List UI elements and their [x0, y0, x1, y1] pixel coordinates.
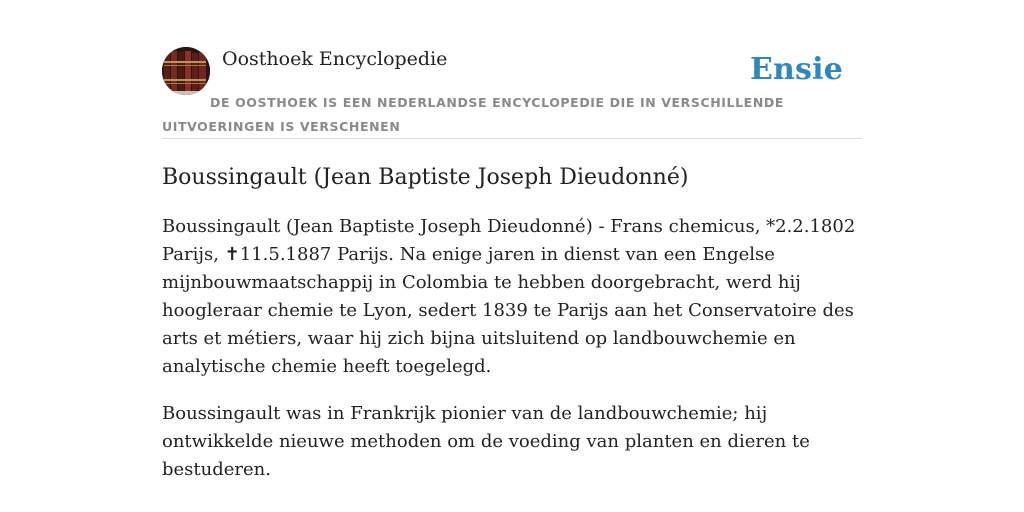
article-paragraph: Boussingault was in Frankrijk pionier van de landbouwchemie; hij ontwikkelde nieuwe methoden om de voeding van planten en dieren te bestuderen.	[162, 403, 810, 480]
book-spines-icon[interactable]	[162, 47, 210, 95]
site-name[interactable]: Oosthoek Encyclopedie	[222, 48, 448, 70]
article-title: Boussingault (Jean Baptiste Joseph Dieudonné)	[162, 165, 689, 190]
header	[162, 46, 862, 139]
brand-logo[interactable]: Ensie	[749, 52, 843, 87]
site-tagline: DE OOSTHOEK IS EEN NEDERLANDSE ENCYCLOPEDIE DIE IN VERSCHILLENDE UITVOERINGEN IS VERSCHENEN	[162, 95, 784, 134]
page	[162, 46, 862, 484]
article-paragraph: Boussingault (Jean Baptiste Joseph Dieudonné) - Frans chemicus, *2.2.1802 Parijs, ✝11.5.1887 Parijs. Na enige jaren in dienst van een Engelse mijnbouwmaatschappij in Colombia te hebben doorgebracht, werd hij hoogleraar chemie te Lyon, sedert 1839 te Parijs aan het Conservatoire des arts et métiers, waar hij zich bijna uitsluitend op landbouwchemie en analytische chemie heeft toegelegd.	[162, 216, 856, 377]
